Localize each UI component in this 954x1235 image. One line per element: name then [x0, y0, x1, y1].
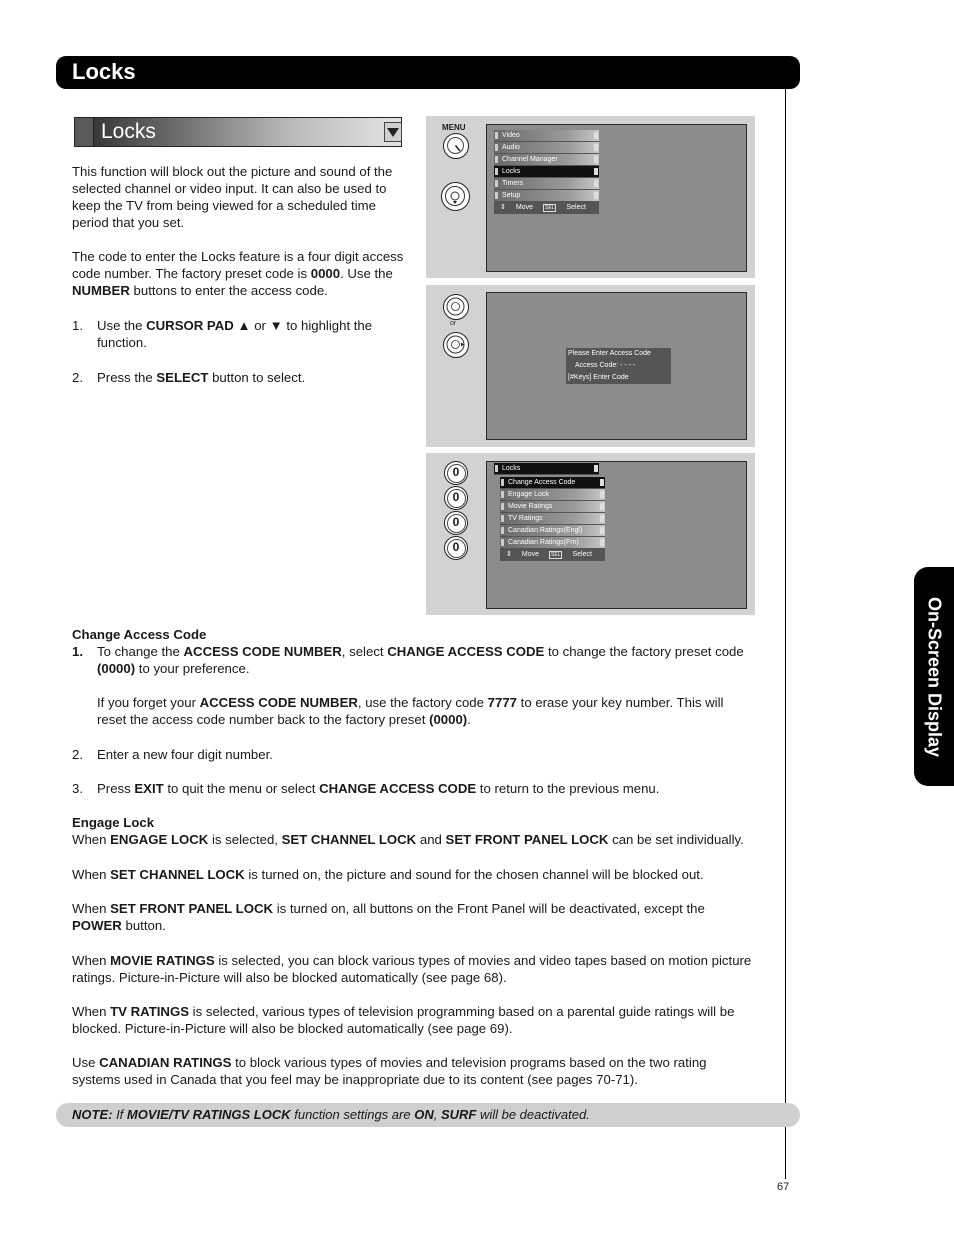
text-span: buttons to enter the access code. — [129, 283, 328, 298]
access-code-paragraph — [72, 248, 408, 299]
access-code-field[interactable] — [566, 360, 671, 372]
text-span: Use the — [97, 318, 147, 333]
menu-item-video[interactable]: Video — [494, 130, 599, 142]
side-tab-text: On-Screen Display — [924, 596, 945, 757]
bold-span: SET CHANNEL LOCK — [110, 867, 245, 882]
step-1 — [97, 317, 397, 351]
text-span: is turned on, all buttons on the Front Panel will be deactivated, except the — [273, 901, 705, 916]
vertical-divider — [785, 89, 786, 1179]
text-span: , — [433, 1107, 441, 1122]
menu-status-bar — [500, 549, 605, 561]
text-span: Press — [97, 781, 135, 796]
bold-span: SET CHANNEL LOCK — [281, 832, 417, 847]
text-span: Press the — [97, 370, 157, 385]
main-menu — [494, 130, 599, 214]
engage-lock-p2 — [72, 866, 762, 883]
cursor-pad-right-icon — [443, 332, 469, 358]
status-move: Move — [515, 204, 533, 211]
text-span: and — [416, 832, 446, 847]
step-number: 1. — [72, 644, 83, 659]
text-span: is turned on, the picture and sound for the chosen channel will be blocked out. — [244, 867, 704, 882]
engage-lock-p6 — [72, 1054, 752, 1088]
text-span: . — [467, 712, 471, 727]
step-number: 1. — [72, 318, 83, 333]
or-label: or — [450, 320, 457, 327]
menu-status-bar — [494, 202, 599, 214]
text-span: , select — [341, 644, 388, 659]
text-span: To change the — [97, 644, 184, 659]
text-span: When — [72, 953, 111, 968]
text-span: to block various types of movies and television programs based on the two rating systems used in Canada that you feel may be inappropriate due to its content (see pages 70-71). — [72, 1055, 707, 1087]
section-bar-cap — [74, 117, 94, 147]
menu-button-icon — [443, 133, 469, 159]
status-select: Select — [566, 204, 586, 211]
text-span: will be deactivated. — [476, 1107, 590, 1122]
dialog-title: Please Enter Access Code — [568, 350, 651, 357]
text-span: to return to the previous menu. — [476, 781, 660, 796]
number-0-button-icon: 0 — [444, 536, 468, 560]
text-span: When — [72, 901, 111, 916]
access-code-dialog — [566, 348, 671, 384]
bold-span: 7777 — [487, 695, 517, 710]
cursor-pad-right-glyph — [444, 333, 467, 356]
change-access-step-3 — [97, 780, 747, 797]
text-span: or — [250, 318, 270, 333]
move-icon: ⇕ — [500, 204, 506, 211]
menu-item-engage-lock[interactable]: Engage Lock — [500, 489, 605, 501]
bold-span: CHANGE ACCESS CODE — [319, 781, 477, 796]
menu-button-glyph — [444, 134, 467, 157]
bold-span: MOVIE RATINGS — [110, 953, 215, 968]
text-span: When — [72, 867, 111, 882]
intro-paragraph — [72, 163, 408, 231]
text-span: When — [72, 1004, 111, 1019]
engage-lock-p3 — [72, 900, 752, 934]
access-code-label: Access Code: — [575, 362, 619, 369]
change-access-step-1 — [97, 643, 747, 677]
page-title: Locks — [72, 59, 136, 84]
bold-span: SURF — [440, 1107, 477, 1122]
cursor-pad-icon — [441, 182, 470, 211]
bold-span: MOVIE/TV RATINGS LOCK — [126, 1107, 291, 1122]
change-access-step-2: Enter a new four digit number. — [97, 747, 273, 762]
step-number: 2. — [72, 370, 83, 385]
text-span: . Use the — [340, 266, 393, 281]
section-title: Locks — [101, 120, 156, 143]
bold-span: TV RATINGS — [110, 1004, 190, 1019]
bold-span: SELECT — [156, 370, 209, 385]
locks-menu-title — [494, 463, 599, 475]
text-span: The code to enter the Locks feature is a four digit access code number. The factory preset code is — [72, 249, 404, 281]
bold-span: ▼ — [269, 318, 283, 333]
text-span: to erase your key number. This will reset the access code number back to the factory preset — [97, 695, 724, 727]
text-span: button. — [121, 918, 166, 933]
text-span: is selected, various types of television programming based on a parental guide ratings will be blocked. Picture-in-Picture will also be blocked automatically (see page 69). — [72, 1004, 735, 1036]
menu-item-setup[interactable]: Setup — [494, 190, 599, 202]
triangle-down-icon — [384, 122, 402, 142]
bold-span: ACCESS CODE NUMBER — [199, 695, 358, 710]
text-span: Use — [72, 1055, 100, 1070]
bold-span: CANADIAN RATINGS — [99, 1055, 232, 1070]
text-span: , use the factory code — [357, 695, 488, 710]
bold-span: ACCESS CODE NUMBER — [183, 644, 342, 659]
menu-item-channel-manager[interactable]: Channel Manager — [494, 154, 599, 166]
side-tab-label — [914, 567, 954, 786]
step-number: 2. — [72, 747, 83, 762]
bold-span: EXIT — [134, 781, 164, 796]
bold-span: ON — [414, 1107, 434, 1122]
text-span: to quit the menu or select — [163, 781, 320, 796]
engage-lock-p4 — [72, 952, 752, 986]
menu-item-change-access-code[interactable]: Change Access Code — [500, 477, 605, 489]
bold-span: CURSOR PAD ▲ — [146, 318, 251, 333]
header-bar — [56, 56, 800, 89]
text-span: to change the factory preset code — [544, 644, 744, 659]
select-button-icon — [443, 294, 469, 320]
menu-label: MENU — [442, 123, 466, 132]
menu-item-audio[interactable]: Audio — [494, 142, 599, 154]
cursor-pad-glyph — [442, 183, 468, 209]
move-icon: ⇕ — [506, 551, 512, 558]
bold-span: SET FRONT PANEL LOCK — [110, 901, 274, 916]
text-span: to your preference. — [135, 661, 250, 676]
menu-item-tv-ratings[interactable]: TV Ratings — [500, 513, 605, 525]
text-span: can be set individually. — [608, 832, 744, 847]
number-0-button-icon: 0 — [444, 511, 468, 535]
locks-menu-header: Locks — [494, 463, 599, 475]
text-span: button to select. — [208, 370, 306, 385]
sel-badge: SEL — [551, 552, 561, 558]
change-access-forgot — [97, 694, 747, 728]
status-select: Select — [572, 551, 592, 558]
text-span: is selected, — [208, 832, 282, 847]
bold-span: SET FRONT PANEL LOCK — [445, 832, 609, 847]
bold-span: NUMBER — [72, 283, 130, 298]
intro-text: This function will block out the picture and sound of the selected channel or video input. It can also be used to keep the TV from being viewed for a scheduled time period that you set. — [72, 164, 393, 230]
engage-lock-p1 — [72, 831, 762, 848]
step-number: 3. — [72, 781, 83, 796]
number-0-button-icon: 0 — [444, 461, 468, 485]
bold-span: (0000) — [97, 661, 136, 676]
text-span: If you forget your — [97, 695, 200, 710]
dialog-hint: [#Keys] Enter Code — [568, 374, 629, 381]
bold-span: CHANGE ACCESS CODE — [387, 644, 545, 659]
select-button-glyph — [444, 295, 467, 318]
bold-span: ENGAGE LOCK — [110, 832, 209, 847]
menu-item-canadian-ratings-frn[interactable]: Canadian Ratings(Frn) — [500, 537, 605, 549]
step-2 — [97, 369, 397, 386]
engage-lock-p5 — [72, 1003, 762, 1037]
bold-span: 0000 — [310, 266, 341, 281]
menu-item-movie-ratings[interactable]: Movie Ratings — [500, 501, 605, 513]
engage-lock-heading: Engage Lock — [72, 815, 155, 830]
status-move: Move — [521, 551, 539, 558]
locks-menu — [500, 477, 605, 561]
text-span: to highlight the function. — [97, 318, 373, 350]
note-label: NOTE: — [72, 1107, 113, 1122]
note-text — [72, 1106, 590, 1123]
text-span: function settings are — [290, 1107, 415, 1122]
access-code-value: - - - - — [620, 362, 636, 369]
text-span: When — [72, 832, 111, 847]
page-number: 67 — [777, 1181, 790, 1193]
menu-item-timers[interactable]: Timers — [494, 178, 599, 190]
menu-item-canadian-ratings-engl[interactable]: Canadian Ratings(Engl) — [500, 525, 605, 537]
text-span: is selected, you can block various types of movies and video tapes based on motion picture ratings. Picture-in-Picture will also be blocked automatically (see page 68). — [72, 953, 752, 985]
change-access-heading: Change Access Code — [72, 627, 207, 642]
menu-item-locks[interactable]: Locks — [494, 166, 599, 178]
text-span: If — [112, 1107, 127, 1122]
sel-badge: SEL — [545, 205, 555, 211]
number-0-button-icon: 0 — [444, 486, 468, 510]
bold-span: POWER — [72, 918, 122, 933]
bold-span: (0000) — [429, 712, 468, 727]
